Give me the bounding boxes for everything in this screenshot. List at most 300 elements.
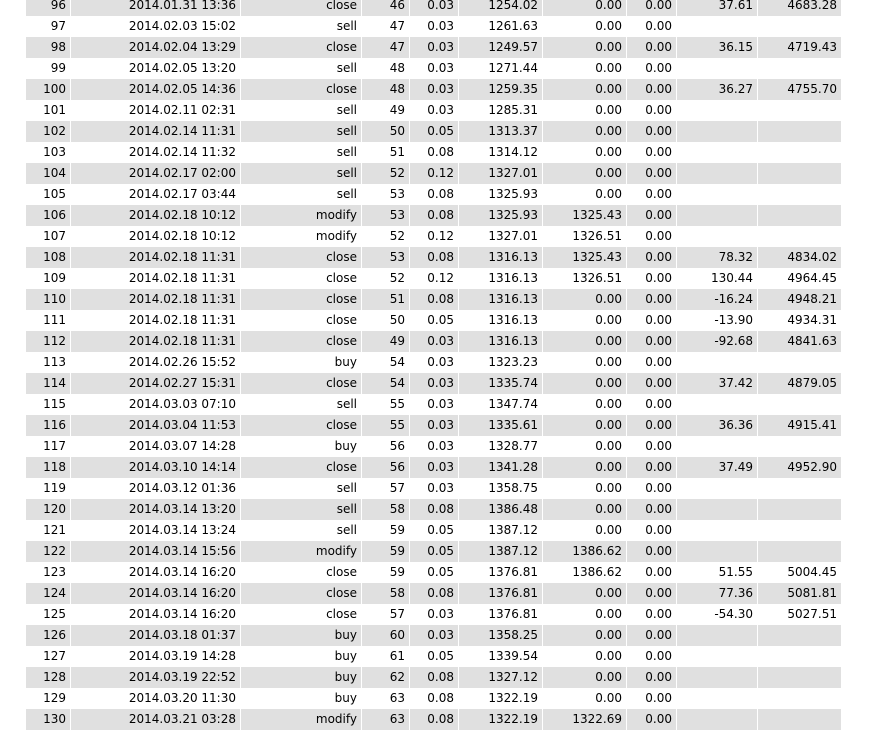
profit-cell: -16.24 xyxy=(676,289,757,310)
take-profit-cell: 0.00 xyxy=(626,79,676,100)
type-cell: buy xyxy=(240,436,361,457)
type-cell: sell xyxy=(240,520,361,541)
row-number-cell: 109 xyxy=(43,271,66,285)
row-number-cell: 111 xyxy=(43,313,66,327)
price-cell: 1254.02 xyxy=(458,0,542,16)
price-cell: 1376.81 xyxy=(458,604,542,625)
type-cell: sell xyxy=(240,394,361,415)
table-row xyxy=(26,58,841,79)
row-number-cell: 125 xyxy=(43,607,66,621)
time-cell: 2014.03.14 13:24 xyxy=(70,520,240,541)
size-cell: 0.03 xyxy=(409,436,458,457)
profit-cell xyxy=(676,709,757,730)
order-cell: 60 xyxy=(361,625,409,646)
order-cell: 59 xyxy=(361,541,409,562)
profit-cell xyxy=(676,352,757,373)
time-cell: 2014.02.26 15:52 xyxy=(70,352,240,373)
size-cell: 0.08 xyxy=(409,247,458,268)
type-cell: sell xyxy=(240,100,361,121)
order-cell: 54 xyxy=(361,373,409,394)
profit-cell xyxy=(676,667,757,688)
size-cell: 0.03 xyxy=(409,16,458,37)
profit-cell xyxy=(676,625,757,646)
profit-cell xyxy=(676,499,757,520)
time-cell: 2014.03.19 22:52 xyxy=(70,667,240,688)
time-cell: 2014.02.18 11:31 xyxy=(70,331,240,352)
price-cell: 1387.12 xyxy=(458,520,542,541)
table-row xyxy=(26,0,841,16)
type-cell: close xyxy=(240,457,361,478)
size-cell: 0.03 xyxy=(409,625,458,646)
type-cell: buy xyxy=(240,667,361,688)
time-cell: 2014.03.18 01:37 xyxy=(70,625,240,646)
profit-cell xyxy=(676,121,757,142)
type-cell: close xyxy=(240,0,361,16)
stop-loss-cell: 0.00 xyxy=(542,163,626,184)
order-cell: 55 xyxy=(361,394,409,415)
take-profit-cell: 0.00 xyxy=(626,457,676,478)
table-row xyxy=(26,226,841,247)
order-cell: 54 xyxy=(361,352,409,373)
stop-loss-cell: 0.00 xyxy=(542,58,626,79)
table-row xyxy=(26,688,841,709)
table-row xyxy=(26,37,841,58)
price-cell: 1313.37 xyxy=(458,121,542,142)
balance-cell xyxy=(757,205,841,226)
profit-cell: 37.49 xyxy=(676,457,757,478)
table-row xyxy=(26,415,841,436)
order-cell: 52 xyxy=(361,226,409,247)
size-cell: 0.08 xyxy=(409,499,458,520)
take-profit-cell: 0.00 xyxy=(626,142,676,163)
balance-cell: 4841.63 xyxy=(757,331,841,352)
row-number-cell: 122 xyxy=(26,541,70,562)
price-cell: 1316.13 xyxy=(458,289,542,310)
price-cell: 1327.01 xyxy=(458,163,542,184)
size-cell: 0.05 xyxy=(409,562,458,583)
order-cell: 58 xyxy=(361,583,409,604)
table-row xyxy=(26,352,841,373)
size-cell: 0.03 xyxy=(409,415,458,436)
row-number-cell: 127 xyxy=(43,649,66,663)
profit-cell: 37.61 xyxy=(676,0,757,16)
profit-cell: -13.90 xyxy=(676,310,757,331)
stop-loss-cell: 1325.43 xyxy=(542,247,626,268)
price-cell: 1316.13 xyxy=(458,247,542,268)
balance-cell xyxy=(757,709,841,730)
size-cell: 0.05 xyxy=(409,121,458,142)
balance-cell: 4719.43 xyxy=(757,37,841,58)
price-cell: 1316.13 xyxy=(458,268,542,289)
size-cell: 0.08 xyxy=(409,142,458,163)
stop-loss-cell: 0.00 xyxy=(542,394,626,415)
take-profit-cell: 0.00 xyxy=(626,310,676,331)
time-cell: 2014.03.14 16:20 xyxy=(70,583,240,604)
row-number-cell: 117 xyxy=(43,439,66,453)
take-profit-cell: 0.00 xyxy=(626,289,676,310)
take-profit-cell: 0.00 xyxy=(626,226,676,247)
time-cell: 2014.02.18 11:31 xyxy=(70,247,240,268)
balance-cell: 4683.28 xyxy=(757,0,841,16)
balance-cell xyxy=(757,541,841,562)
stop-loss-cell: 1325.43 xyxy=(542,205,626,226)
price-cell: 1386.48 xyxy=(458,499,542,520)
profit-cell xyxy=(676,394,757,415)
balance-cell xyxy=(757,163,841,184)
stop-loss-cell: 0.00 xyxy=(542,142,626,163)
take-profit-cell: 0.00 xyxy=(626,373,676,394)
row-number-cell: 96 xyxy=(26,0,70,16)
balance-cell xyxy=(757,667,841,688)
balance-cell: 5004.45 xyxy=(757,562,841,583)
order-cell: 48 xyxy=(361,79,409,100)
time-cell: 2014.03.14 13:20 xyxy=(70,499,240,520)
table-row xyxy=(26,520,841,541)
profit-cell xyxy=(676,16,757,37)
stop-loss-cell: 1322.69 xyxy=(542,709,626,730)
row-number-cell: 108 xyxy=(26,247,70,268)
profit-cell: 36.36 xyxy=(676,415,757,436)
stop-loss-cell: 0.00 xyxy=(542,604,626,625)
order-cell: 59 xyxy=(361,520,409,541)
take-profit-cell: 0.00 xyxy=(626,205,676,226)
profit-cell xyxy=(676,520,757,541)
balance-cell: 4834.02 xyxy=(757,247,841,268)
table-row xyxy=(26,121,841,142)
profit-cell: 36.15 xyxy=(676,37,757,58)
type-cell: sell xyxy=(240,121,361,142)
order-cell: 63 xyxy=(361,709,409,730)
take-profit-cell: 0.00 xyxy=(626,37,676,58)
table-row xyxy=(26,478,841,499)
order-cell: 47 xyxy=(361,37,409,58)
size-cell: 0.12 xyxy=(409,226,458,247)
stop-loss-cell: 0.00 xyxy=(542,0,626,16)
table-row xyxy=(26,646,841,667)
take-profit-cell: 0.00 xyxy=(626,331,676,352)
size-cell: 0.03 xyxy=(409,457,458,478)
balance-cell xyxy=(757,100,841,121)
type-cell: sell xyxy=(240,58,361,79)
type-cell: sell xyxy=(240,478,361,499)
time-cell: 2014.03.04 11:53 xyxy=(70,415,240,436)
table-row xyxy=(26,289,841,310)
profit-cell xyxy=(676,688,757,709)
size-cell: 0.05 xyxy=(409,646,458,667)
type-cell: close xyxy=(240,37,361,58)
time-cell: 2014.02.18 11:31 xyxy=(70,289,240,310)
table-row xyxy=(26,310,841,331)
size-cell: 0.08 xyxy=(409,583,458,604)
balance-cell: 4915.41 xyxy=(757,415,841,436)
order-cell: 57 xyxy=(361,604,409,625)
profit-cell: 130.44 xyxy=(676,268,757,289)
order-cell: 59 xyxy=(361,562,409,583)
profit-cell: -92.68 xyxy=(676,331,757,352)
stop-loss-cell: 0.00 xyxy=(542,667,626,688)
profit-cell xyxy=(676,100,757,121)
stop-loss-cell: 0.00 xyxy=(542,688,626,709)
price-cell: 1387.12 xyxy=(458,541,542,562)
order-cell: 61 xyxy=(361,646,409,667)
stop-loss-cell: 0.00 xyxy=(542,415,626,436)
order-cell: 49 xyxy=(361,100,409,121)
table-row xyxy=(26,163,841,184)
row-number-cell: 99 xyxy=(50,61,66,75)
size-cell: 0.03 xyxy=(409,394,458,415)
take-profit-cell: 0.00 xyxy=(626,688,676,709)
stop-loss-cell: 1326.51 xyxy=(542,226,626,247)
size-cell: 0.05 xyxy=(409,520,458,541)
balance-cell xyxy=(757,142,841,163)
table-row xyxy=(26,394,841,415)
balance-cell xyxy=(757,499,841,520)
table-row xyxy=(26,247,841,268)
price-cell: 1328.77 xyxy=(458,436,542,457)
order-cell: 47 xyxy=(361,16,409,37)
price-cell: 1316.13 xyxy=(458,331,542,352)
take-profit-cell: 0.00 xyxy=(626,352,676,373)
table-row xyxy=(26,436,841,457)
profit-cell xyxy=(676,205,757,226)
size-cell: 0.12 xyxy=(409,268,458,289)
size-cell: 0.03 xyxy=(409,100,458,121)
balance-cell: 4964.45 xyxy=(757,268,841,289)
profit-cell xyxy=(676,646,757,667)
take-profit-cell: 0.00 xyxy=(626,58,676,79)
type-cell: modify xyxy=(240,226,361,247)
table-row xyxy=(26,667,841,688)
profit-cell xyxy=(676,142,757,163)
time-cell: 2014.03.10 14:14 xyxy=(70,457,240,478)
take-profit-cell: 0.00 xyxy=(626,667,676,688)
type-cell: close xyxy=(240,604,361,625)
stop-loss-cell: 0.00 xyxy=(542,331,626,352)
profit-cell xyxy=(676,541,757,562)
time-cell: 2014.03.14 15:56 xyxy=(70,541,240,562)
order-cell: 53 xyxy=(361,184,409,205)
price-cell: 1335.61 xyxy=(458,415,542,436)
size-cell: 0.08 xyxy=(409,289,458,310)
time-cell: 2014.02.17 02:00 xyxy=(70,163,240,184)
table-row xyxy=(26,79,841,100)
order-cell: 50 xyxy=(361,121,409,142)
size-cell: 0.05 xyxy=(409,541,458,562)
row-number-cell: 123 xyxy=(43,565,66,579)
price-cell: 1322.19 xyxy=(458,709,542,730)
table-row xyxy=(26,268,841,289)
row-number-cell: 103 xyxy=(43,145,66,159)
take-profit-cell: 0.00 xyxy=(626,478,676,499)
type-cell: modify xyxy=(240,709,361,730)
balance-cell xyxy=(757,394,841,415)
table-row xyxy=(26,709,841,730)
balance-cell xyxy=(757,688,841,709)
table-row xyxy=(26,625,841,646)
trade-history-body xyxy=(26,0,841,730)
price-cell: 1327.01 xyxy=(458,226,542,247)
price-cell: 1271.44 xyxy=(458,58,542,79)
stop-loss-cell: 0.00 xyxy=(542,457,626,478)
price-cell: 1322.19 xyxy=(458,688,542,709)
row-number-cell: 106 xyxy=(26,205,70,226)
row-number-cell: 119 xyxy=(43,481,66,495)
balance-cell xyxy=(757,58,841,79)
table-row xyxy=(26,331,841,352)
row-number-cell: 100 xyxy=(26,79,70,100)
stop-loss-cell: 1326.51 xyxy=(542,268,626,289)
time-cell: 2014.03.07 14:28 xyxy=(70,436,240,457)
take-profit-cell: 0.00 xyxy=(626,604,676,625)
size-cell: 0.08 xyxy=(409,709,458,730)
take-profit-cell: 0.00 xyxy=(626,562,676,583)
table-row xyxy=(26,583,841,604)
price-cell: 1261.63 xyxy=(458,16,542,37)
row-number-cell: 114 xyxy=(26,373,70,394)
type-cell: buy xyxy=(240,688,361,709)
type-cell: sell xyxy=(240,16,361,37)
take-profit-cell: 0.00 xyxy=(626,709,676,730)
type-cell: close xyxy=(240,373,361,394)
stop-loss-cell: 0.00 xyxy=(542,478,626,499)
row-number-cell: 118 xyxy=(26,457,70,478)
take-profit-cell: 0.00 xyxy=(626,163,676,184)
price-cell: 1316.13 xyxy=(458,310,542,331)
profit-cell: 37.42 xyxy=(676,373,757,394)
table-row xyxy=(26,100,841,121)
row-number-cell: 102 xyxy=(26,121,70,142)
size-cell: 0.08 xyxy=(409,667,458,688)
balance-cell xyxy=(757,352,841,373)
time-cell: 2014.02.04 13:29 xyxy=(70,37,240,58)
price-cell: 1376.81 xyxy=(458,583,542,604)
time-cell: 2014.02.14 11:31 xyxy=(70,121,240,142)
price-cell: 1347.74 xyxy=(458,394,542,415)
type-cell: close xyxy=(240,583,361,604)
order-cell: 56 xyxy=(361,457,409,478)
row-number-cell: 101 xyxy=(43,103,66,117)
order-cell: 46 xyxy=(361,0,409,16)
balance-cell xyxy=(757,478,841,499)
take-profit-cell: 0.00 xyxy=(626,499,676,520)
size-cell: 0.05 xyxy=(409,310,458,331)
price-cell: 1325.93 xyxy=(458,205,542,226)
balance-cell xyxy=(757,646,841,667)
stop-loss-cell: 0.00 xyxy=(542,646,626,667)
order-cell: 52 xyxy=(361,163,409,184)
take-profit-cell: 0.00 xyxy=(626,394,676,415)
balance-cell: 4948.21 xyxy=(757,289,841,310)
size-cell: 0.08 xyxy=(409,184,458,205)
stop-loss-cell: 0.00 xyxy=(542,499,626,520)
profit-cell xyxy=(676,226,757,247)
table-row xyxy=(26,184,841,205)
row-number-cell: 115 xyxy=(43,397,66,411)
profit-cell xyxy=(676,163,757,184)
table-row xyxy=(26,373,841,394)
row-number-cell: 112 xyxy=(26,331,70,352)
stop-loss-cell: 0.00 xyxy=(542,310,626,331)
balance-cell xyxy=(757,436,841,457)
take-profit-cell: 0.00 xyxy=(626,247,676,268)
time-cell: 2014.02.18 10:12 xyxy=(70,226,240,247)
balance-cell xyxy=(757,121,841,142)
price-cell: 1259.35 xyxy=(458,79,542,100)
time-cell: 2014.03.14 16:20 xyxy=(70,562,240,583)
order-cell: 53 xyxy=(361,205,409,226)
type-cell: buy xyxy=(240,625,361,646)
price-cell: 1323.23 xyxy=(458,352,542,373)
time-cell: 2014.01.31 13:36 xyxy=(70,0,240,16)
take-profit-cell: 0.00 xyxy=(626,646,676,667)
order-cell: 53 xyxy=(361,247,409,268)
time-cell: 2014.03.14 16:20 xyxy=(70,604,240,625)
table-row xyxy=(26,499,841,520)
stop-loss-cell: 0.00 xyxy=(542,37,626,58)
price-cell: 1314.12 xyxy=(458,142,542,163)
table-row xyxy=(26,16,841,37)
time-cell: 2014.03.20 11:30 xyxy=(70,688,240,709)
take-profit-cell: 0.00 xyxy=(626,121,676,142)
order-cell: 51 xyxy=(361,142,409,163)
type-cell: modify xyxy=(240,541,361,562)
type-cell: buy xyxy=(240,646,361,667)
stop-loss-cell: 0.00 xyxy=(542,436,626,457)
stop-loss-cell: 0.00 xyxy=(542,289,626,310)
size-cell: 0.03 xyxy=(409,0,458,16)
type-cell: buy xyxy=(240,352,361,373)
time-cell: 2014.02.03 15:02 xyxy=(70,16,240,37)
time-cell: 2014.02.11 02:31 xyxy=(70,100,240,121)
balance-cell xyxy=(757,520,841,541)
take-profit-cell: 0.00 xyxy=(626,184,676,205)
price-cell: 1358.25 xyxy=(458,625,542,646)
type-cell: close xyxy=(240,331,361,352)
take-profit-cell: 0.00 xyxy=(626,583,676,604)
table-row xyxy=(26,205,841,226)
type-cell: close xyxy=(240,310,361,331)
order-cell: 55 xyxy=(361,415,409,436)
balance-cell xyxy=(757,16,841,37)
balance-cell: 4755.70 xyxy=(757,79,841,100)
stop-loss-cell: 1386.62 xyxy=(542,562,626,583)
order-cell: 62 xyxy=(361,667,409,688)
time-cell: 2014.02.14 11:32 xyxy=(70,142,240,163)
balance-cell: 4934.31 xyxy=(757,310,841,331)
time-cell: 2014.02.05 13:20 xyxy=(70,58,240,79)
time-cell: 2014.03.12 01:36 xyxy=(70,478,240,499)
stop-loss-cell: 0.00 xyxy=(542,79,626,100)
order-cell: 52 xyxy=(361,268,409,289)
size-cell: 0.08 xyxy=(409,688,458,709)
take-profit-cell: 0.00 xyxy=(626,520,676,541)
time-cell: 2014.02.05 14:36 xyxy=(70,79,240,100)
type-cell: modify xyxy=(240,205,361,226)
time-cell: 2014.03.19 14:28 xyxy=(70,646,240,667)
stop-loss-cell: 0.00 xyxy=(542,520,626,541)
size-cell: 0.03 xyxy=(409,478,458,499)
time-cell: 2014.02.18 11:31 xyxy=(70,268,240,289)
take-profit-cell: 0.00 xyxy=(626,415,676,436)
order-cell: 56 xyxy=(361,436,409,457)
balance-cell: 5027.51 xyxy=(757,604,841,625)
size-cell: 0.03 xyxy=(409,604,458,625)
take-profit-cell: 0.00 xyxy=(626,16,676,37)
price-cell: 1335.74 xyxy=(458,373,542,394)
price-cell: 1325.93 xyxy=(458,184,542,205)
stop-loss-cell: 0.00 xyxy=(542,100,626,121)
price-cell: 1285.31 xyxy=(458,100,542,121)
